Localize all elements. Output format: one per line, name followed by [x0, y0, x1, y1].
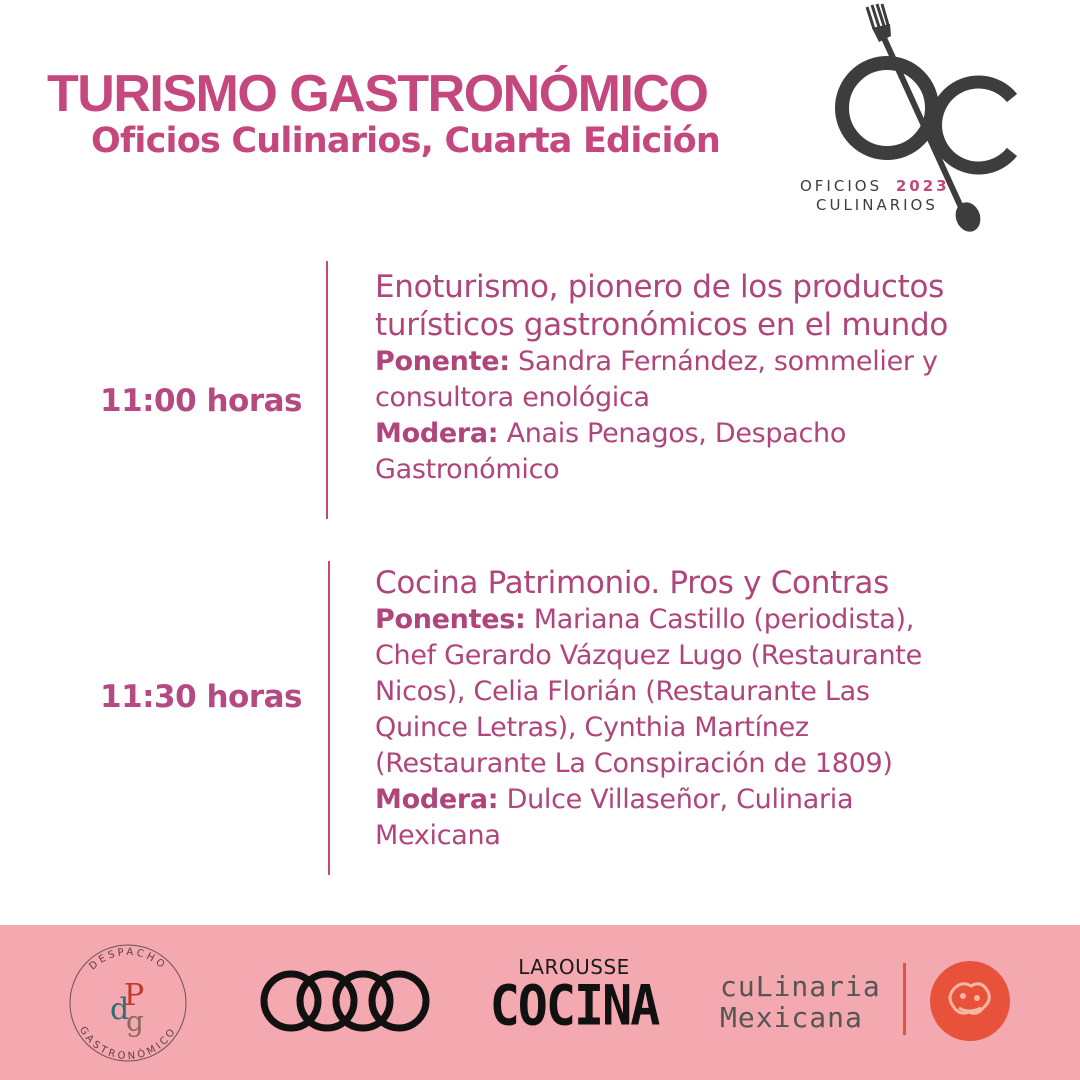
culinaria-text: cuLinaria [720, 970, 881, 1003]
culinaria-emblem-icon [929, 960, 1011, 1042]
svg-text:DESPACHO [87, 947, 168, 973]
session-time: 11:30 horas [100, 679, 302, 715]
svg-text:g: g [126, 1005, 144, 1038]
session-details [375, 268, 1015, 488]
speaker-line: consultora enológica [375, 382, 650, 413]
svg-text:P: P [124, 978, 145, 1013]
session-divider [328, 561, 330, 875]
svg-text:OFICIOS 2023 [800, 177, 950, 195]
speaker-line: Chef Gerardo Vázquez Lugo (Restaurante [375, 640, 922, 671]
gastronomico-arc-text: GASTRONÓMICO [76, 1024, 180, 1063]
moderator-text: Dulce Villaseñor, Culinaria [498, 784, 854, 815]
culinaria-mexicana-logo [720, 971, 881, 1033]
moderator-label: Modera: [375, 784, 499, 815]
speaker-label: Ponentes: [375, 604, 526, 635]
moderator-text: Anais Penagos, Despacho [498, 418, 847, 449]
speaker-text: Mariana Castillo (periodista), [525, 604, 915, 635]
speaker-text: Sandra Fernández, sommelier y [509, 346, 938, 377]
audi-rings-logo [258, 968, 430, 1034]
svg-text:d: d [110, 992, 130, 1027]
mexicana-text: Mexicana [720, 1001, 863, 1034]
larousse-cocina-logo [474, 955, 674, 1038]
logo-year: 2023 [895, 177, 950, 195]
moderator-line [375, 782, 1015, 818]
sponsors-footer [0, 925, 1080, 1080]
speaker-label: Ponente: [375, 346, 510, 377]
session-title-line: Enoturismo, pionero de los productos [375, 269, 944, 305]
logo-word-culinarios: CULINARIOS [816, 196, 938, 214]
session-details [375, 564, 1015, 854]
session-title-line: Cocina Patrimonio. Pros y Contras [375, 565, 889, 601]
moderator-line: Mexicana [375, 820, 501, 851]
oficios-culinarios-logo [790, 0, 1050, 245]
cocina-text: COCINA [489, 974, 659, 1038]
speaker-line [375, 602, 1015, 638]
speaker-line: Nicos), Celia Florián (Restaurante Las [375, 676, 870, 707]
page-title: TURISMO GASTRONÓMICO [47, 65, 708, 123]
culinaria-divider [903, 963, 906, 1035]
speaker-line [375, 344, 1015, 380]
speaker-line: (Restaurante La Conspiración de 1809) [375, 748, 893, 779]
page-subtitle: Oficios Culinarios, Cuarta Edición [91, 121, 721, 161]
session-divider [326, 261, 328, 519]
moderator-line [375, 416, 1015, 452]
speaker-line: Quince Letras), Cynthia Martínez [375, 712, 809, 743]
session-title-line: turísticos gastronómicos en el mundo [375, 307, 948, 343]
despacho-gastronomico-logo [62, 939, 194, 1067]
moderator-line: Gastronómico [375, 454, 560, 485]
despacho-arc-text: DESPACHO [87, 946, 169, 973]
session-time: 11:00 horas [100, 383, 302, 419]
larousse-text: LAROUSSE [518, 955, 630, 979]
logo-word-oficios: OFICIOS [800, 177, 883, 195]
moderator-label: Modera: [375, 418, 499, 449]
